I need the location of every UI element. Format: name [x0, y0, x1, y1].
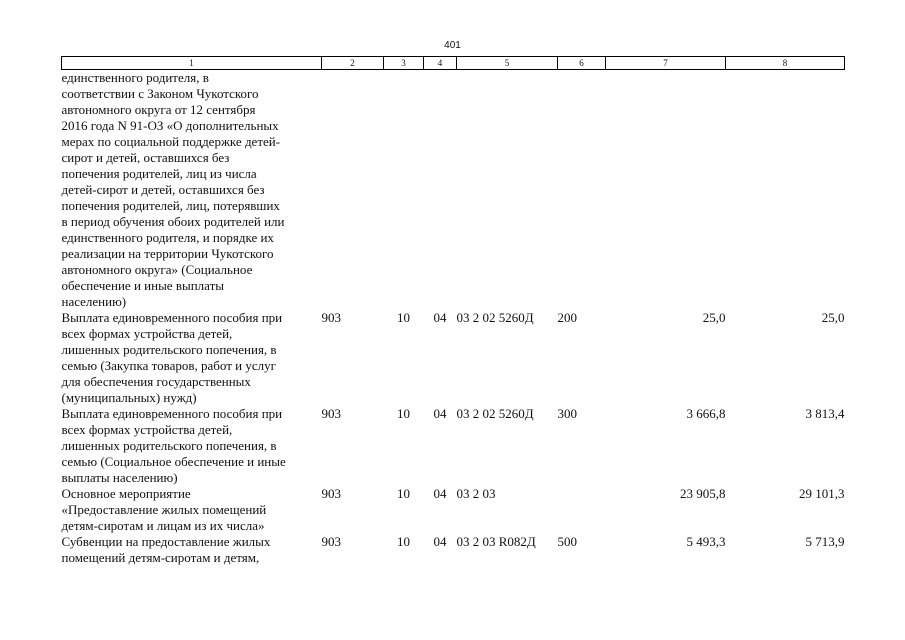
subsection-cell: 04: [433, 486, 447, 501]
description-line: Выплата единовременного пособия при: [61, 406, 283, 421]
section-cell: 10: [397, 406, 410, 421]
admin-code-cell: [322, 70, 384, 311]
description-line: мерах по социальной поддержке детей-: [61, 134, 281, 149]
expense-type-cell: 300: [557, 406, 577, 421]
section-cell: 10: [397, 534, 410, 549]
description-cell: [62, 70, 322, 311]
amount-cell: 25,0: [821, 310, 845, 325]
target-article-cell: 03 2 02 5260Д: [456, 406, 534, 421]
subsection-cell: 04: [433, 406, 447, 421]
description-line: Выплата единовременного пособия при: [61, 310, 283, 325]
description-line: населению): [61, 294, 127, 309]
description-line: Субвенции на предоставление жилых: [61, 534, 271, 549]
description-line: «Предоставление жилых помещений: [61, 502, 267, 517]
table-row: [62, 406, 845, 486]
description-line: единственного родителя, и порядке их: [61, 230, 274, 245]
column-header: 4: [424, 57, 457, 70]
description-line: (муниципальных) нужд): [61, 390, 197, 405]
description-line: выплаты населению): [61, 470, 178, 485]
section-cell: 10: [397, 486, 410, 501]
amount-cell: 5 713,9: [805, 534, 845, 549]
amount-cell: 25,0: [702, 310, 726, 325]
description-line: единственного родителя, в: [61, 70, 209, 85]
description-line: Основное мероприятие: [61, 486, 191, 501]
description-line: лишенных родительского попечения, в: [61, 438, 277, 453]
description-cell: [62, 534, 322, 566]
description-line: реализации на территории Чукотского: [61, 246, 274, 261]
expense-type-cell: [558, 70, 606, 311]
expense-type-cell: 500: [557, 534, 577, 549]
column-header: 3: [384, 57, 424, 70]
expense-type-cell: [558, 486, 606, 534]
description-line: попечения родителей, лиц из числа: [61, 166, 257, 181]
table-row: [62, 534, 845, 566]
admin-code-cell: 903: [321, 486, 341, 501]
description-line: попечения родителей, лиц, потерявших: [61, 198, 280, 213]
target-article-cell: 03 2 03 R082Д: [456, 534, 536, 549]
column-header: 8: [726, 57, 845, 70]
column-header: 6: [558, 57, 606, 70]
description-line: всех формах устройства детей,: [61, 326, 233, 341]
description-cell: [62, 310, 322, 406]
description-cell: [62, 406, 322, 486]
amount-cell: [726, 70, 845, 311]
admin-code-cell: 903: [321, 534, 341, 549]
description-line: лишенных родительского попечения, в: [61, 342, 277, 357]
page-number: 401: [444, 40, 461, 51]
description-line: 2016 года N 91-ОЗ «О дополнительных: [61, 118, 279, 133]
section-cell: 10: [397, 310, 410, 325]
description-line: соответствии с Законом Чукотского: [61, 86, 259, 101]
description-cell: [62, 486, 322, 534]
column-header: 1: [62, 57, 322, 70]
description-line: обеспечение и иные выплаты: [61, 278, 224, 293]
subsection-cell: [424, 70, 457, 311]
description-line: детей-сирот и детей, оставшихся без: [61, 182, 265, 197]
column-header: 2: [322, 57, 384, 70]
description-line: в период обучения обоих родителей или: [61, 214, 285, 229]
expense-type-cell: 200: [557, 310, 577, 325]
amount-cell: 5 493,3: [686, 534, 726, 549]
description-line: сирот и детей, оставшихся без: [61, 150, 230, 165]
admin-code-cell: 903: [321, 406, 341, 421]
target-article-cell: [457, 70, 558, 311]
column-header: 7: [606, 57, 726, 70]
description-line: семью (Закупка товаров, работ и услуг: [61, 358, 276, 373]
description-line: всех формах устройства детей,: [61, 422, 233, 437]
table-row: [62, 310, 845, 406]
table-row: [62, 70, 845, 311]
description-line: для обеспечения государственных: [61, 374, 251, 389]
amount-cell: [606, 70, 726, 311]
amount-cell: 23 905,8: [680, 486, 726, 501]
budget-table: [61, 56, 845, 566]
description-line: помещений детям-сиротам и детям,: [61, 550, 260, 565]
amount-cell: 3 666,8: [686, 406, 726, 421]
admin-code-cell: 903: [321, 310, 341, 325]
column-header: 5: [457, 57, 558, 70]
description-line: автономного округа» (Социальное: [61, 262, 253, 277]
amount-cell: 29 101,3: [799, 486, 845, 501]
table-body: [62, 70, 845, 567]
target-article-cell: 03 2 02 5260Д: [456, 310, 534, 325]
subsection-cell: 04: [433, 310, 447, 325]
subsection-cell: 04: [433, 534, 447, 549]
description-line: автономного округа от 12 сентября: [61, 102, 256, 117]
description-line: семью (Социальное обеспечение и иные: [61, 454, 286, 469]
section-cell: [384, 70, 424, 311]
table-row: [62, 486, 845, 534]
target-article-cell: 03 2 03: [456, 486, 496, 501]
description-line: детям-сиротам и лицам из их числа»: [61, 518, 265, 533]
table-header-row: [62, 57, 845, 70]
amount-cell: 3 813,4: [805, 406, 845, 421]
